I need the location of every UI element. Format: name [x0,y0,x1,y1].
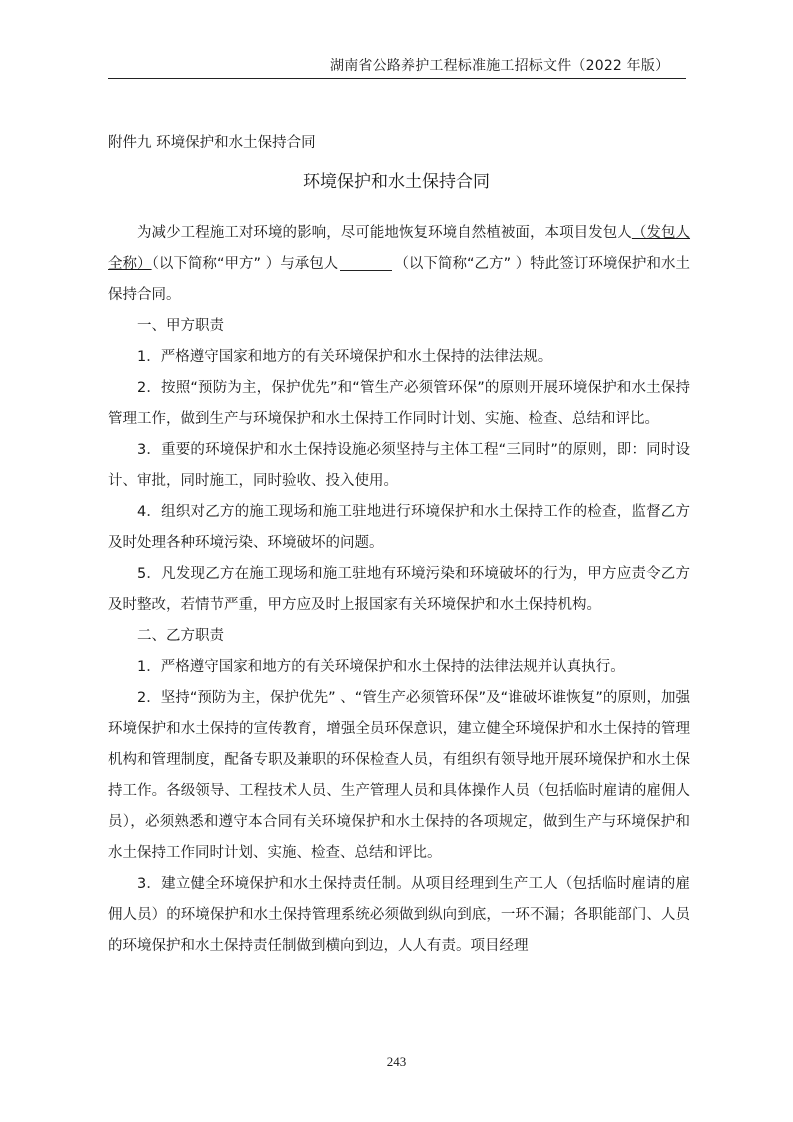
section-heading: 一、甲方职责 [137,318,224,334]
intro-text-2: （以下简称“甲方” ）与承包人 [151,256,339,272]
clause-paragraph: 1．严格遵守国家和地方的有关环境保护和水土保持的法律法规并认真执行。 [137,659,625,675]
clause-paragraph: 2．按照“预防为主，保护优先”和“管生产必须管环保”的原则开展环境保护和水土保持管理工作，做到生产与环境保护和水土保持工作同时计划、实施、检查、总结和评比。 [108,380,690,427]
clause-paragraph: 2．坚持“预防为主，保护优先” 、“管生产必须管环保”及“谁破坏谁恢复”的原则，加强环境保护和水土保持的宣传教育，增强全员环保意识，建立健全环境保护和水土保持的管理机构和管理制度，配备专职及兼职的环保检查人员，有组织有领导地开展环境保护和水土保持工作。各级领导、工程技术人员、生产管理人员和具体操作人员（包括临时雇请的雇佣人员），必须熟悉和遵守本合同有关环境保护和水土保持的各项规定，做到生产与环境保护和水土保持工作同时计划、实施、检查、总结和评比。 [108,690,690,861]
running-header: 湖南省公路养护工程标准施工招标文件（2022 年版） [330,58,670,74]
intro-text-1: 为减少工程施工对环境的影响，尽可能地恢复环境自然植被面，本项目发包人 [137,225,632,241]
clause-paragraph: 5．凡发现乙方在施工现场和施工驻地有环境污染和环境破坏的行为，甲方应责令乙方及时整改，若情节严重，甲方应及时上报国家有关环境保护和水土保持机构。 [108,566,690,613]
contractor-name-blank [340,256,392,271]
page-number: 243 [386,1054,407,1069]
clause-paragraph: 3．建立健全环境保护和水土保持责任制。从项目经理到生产工人（包括临时雇请的雇佣人员）的环境保护和水土保持管理系统必须做到纵向到底，一环不漏；各职能部门、人员的环境保护和水土保持责任制做到横向到边，人人有责。项目经理 [108,876,690,954]
header-rule [108,78,686,79]
intro-paragraph [108,218,690,311]
document-title: 环境保护和水土保持合同 [303,172,490,192]
document-body [108,218,690,962]
intro-text-3: （以下简称“乙方” ）特此签订环境保护和水土保持合同。 [108,256,690,303]
clause-paragraph: 3．重要的环境保护和水土保持设施必须坚持与主体工程“三同时”的原则，即：同时设计、审批，同时施工，同时验收、投入使用。 [108,442,690,489]
section-heading: 二、乙方职责 [137,628,224,644]
clause-paragraph: 4．组织对乙方的施工现场和施工驻地进行环境保护和水土保持工作的检查，监督乙方及时处理各种环境污染、环境破坏的问题。 [108,504,690,551]
appendix-label: 附件九 环境保护和水土保持合同 [108,135,316,151]
clause-paragraph: 1．严格遵守国家和地方的有关环境保护和水土保持的法律法规。 [137,349,553,365]
employer-name-placeholder: （发包人全称） [108,225,691,272]
